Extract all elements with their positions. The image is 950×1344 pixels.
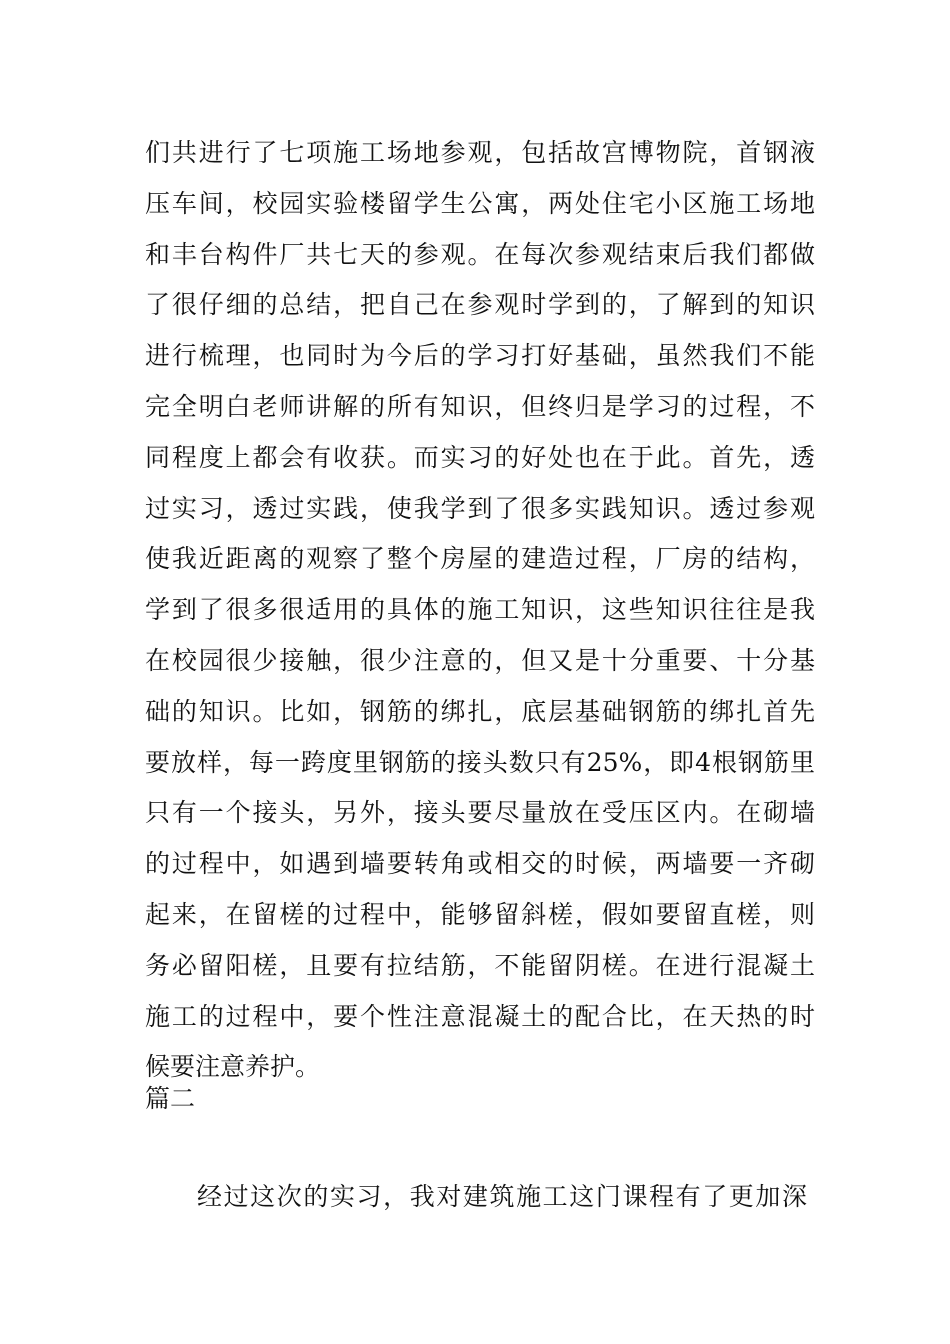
paragraph-line: 学到了很多很适用的具体的施工知识，这些知识往往是我 xyxy=(145,595,815,625)
paragraph-line: 候要注意养护。 xyxy=(145,1052,321,1082)
paragraph-line: 了很仔细的总结，把自己在参观时学到的，了解到的知识 xyxy=(145,290,815,320)
paragraph-line: 的过程中，如遇到墙要转角或相交的时候，两墙要一齐砌 xyxy=(145,849,815,879)
paragraph-line: 和丰台构件厂共七天的参观。在每次参观结束后我们都做 xyxy=(145,239,815,269)
paragraph-line: 完全明白老师讲解的所有知识，但终归是学习的过程，不 xyxy=(145,391,815,421)
paragraph-line: 压车间，校园实验楼留学生公寓，两处住宅小区施工场地 xyxy=(145,188,815,218)
paragraph-line: 起来，在留槎的过程中，能够留斜槎，假如要留直槎，则 xyxy=(145,899,815,929)
paragraph-line: 使我近距离的观察了整个房屋的建造过程，厂房的结构， xyxy=(145,544,815,574)
paragraph-line: 进行梳理，也同时为今后的学习打好基础，虽然我们不能 xyxy=(145,341,815,371)
paragraph-line: 只有一个接头，另外，接头要尽量放在受压区内。在砌墙 xyxy=(145,798,815,828)
paragraph-line: 施工的过程中，要个性注意混凝土的配合比，在天热的时 xyxy=(145,1001,815,1031)
paragraph-line: 要放样，每一跨度里钢筋的接头数只有25%，即4根钢筋里 xyxy=(145,747,815,777)
section-heading: 篇二 xyxy=(145,1084,196,1113)
paragraph-line: 同程度上都会有收获。而实习的好处也在于此。首先，透 xyxy=(145,442,815,472)
next-paragraph: 经过这次的实习，我对建筑施工这门课程有了更加深 xyxy=(197,1182,807,1211)
paragraph-line: 在校园很少接触，很少注意的，但又是十分重要、十分基 xyxy=(145,645,815,675)
paragraph-line: 务必留阳槎，且要有拉结筋，不能留阴槎。在进行混凝土 xyxy=(145,950,815,980)
paragraph-line: 过实习，透过实践，使我学到了很多实践知识。透过参观 xyxy=(145,493,815,523)
body-paragraph xyxy=(145,128,815,1093)
paragraph-line: 们共进行了七项施工场地参观，包括故宫博物院，首钢液 xyxy=(145,138,815,167)
paragraph-line: 础的知识。比如，钢筋的绑扎，底层基础钢筋的绑扎首先 xyxy=(145,696,815,726)
